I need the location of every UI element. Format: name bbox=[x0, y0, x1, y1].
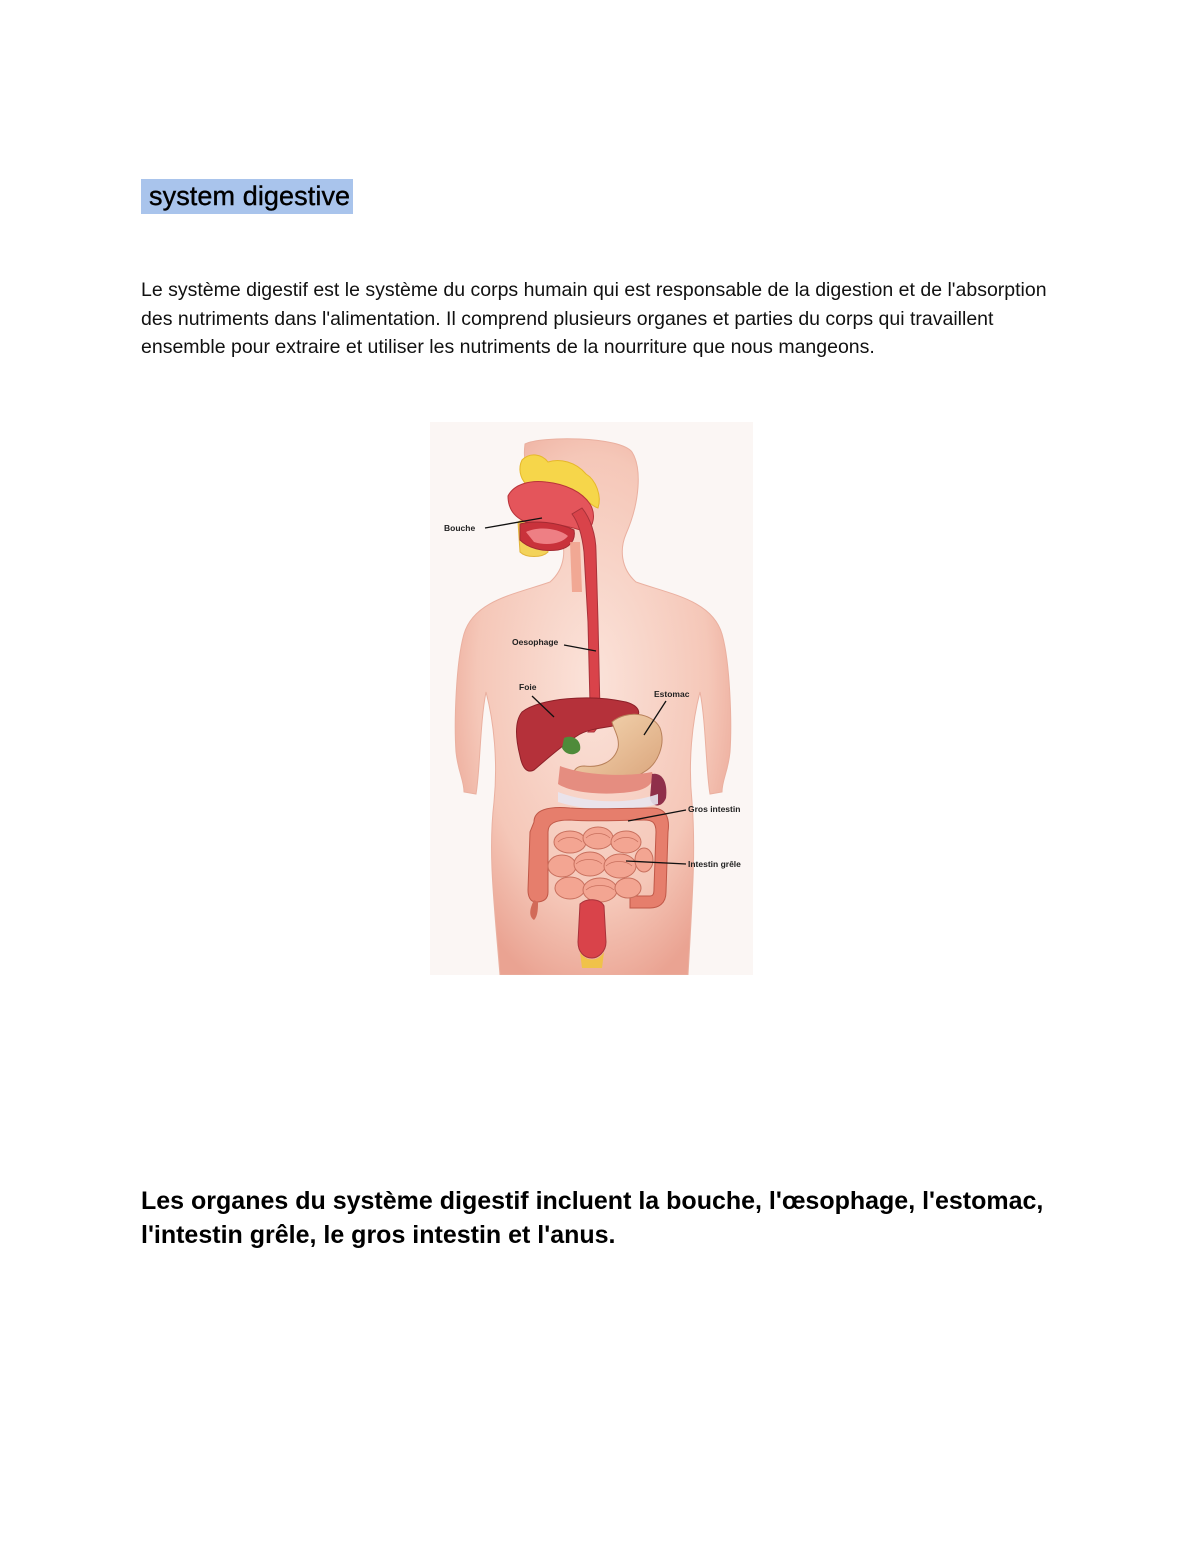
label-oesophage: Oesophage bbox=[512, 637, 559, 647]
label-foie: Foie bbox=[519, 682, 537, 692]
label-intestin-grele: Intestin grêle bbox=[688, 859, 741, 869]
digestive-system-illustration bbox=[430, 422, 753, 975]
organs-paragraph: Les organes du système digestif incluent la bouche, l'œsophage, l'estomac, l'intestin grêle, le gros intestin et l'anus. bbox=[141, 1187, 1044, 1249]
label-estomac: Estomac bbox=[654, 689, 690, 699]
label-gros-intestin: Gros intestin bbox=[688, 804, 741, 814]
rectum bbox=[578, 900, 606, 958]
trachea bbox=[570, 542, 582, 592]
intro-paragraph: Le système digestif est le système du corps humain qui est responsable de la digestion et de l'absorption des nutriments dans l'alimentation. Il comprend plusieurs organes et parties du corps qui travaillent ensemble pour extraire et utiliser les nutriments de la nourriture que nous mangeons. bbox=[141, 279, 1047, 359]
page-title: system digestive bbox=[141, 179, 353, 214]
label-bouche: Bouche bbox=[444, 523, 476, 533]
